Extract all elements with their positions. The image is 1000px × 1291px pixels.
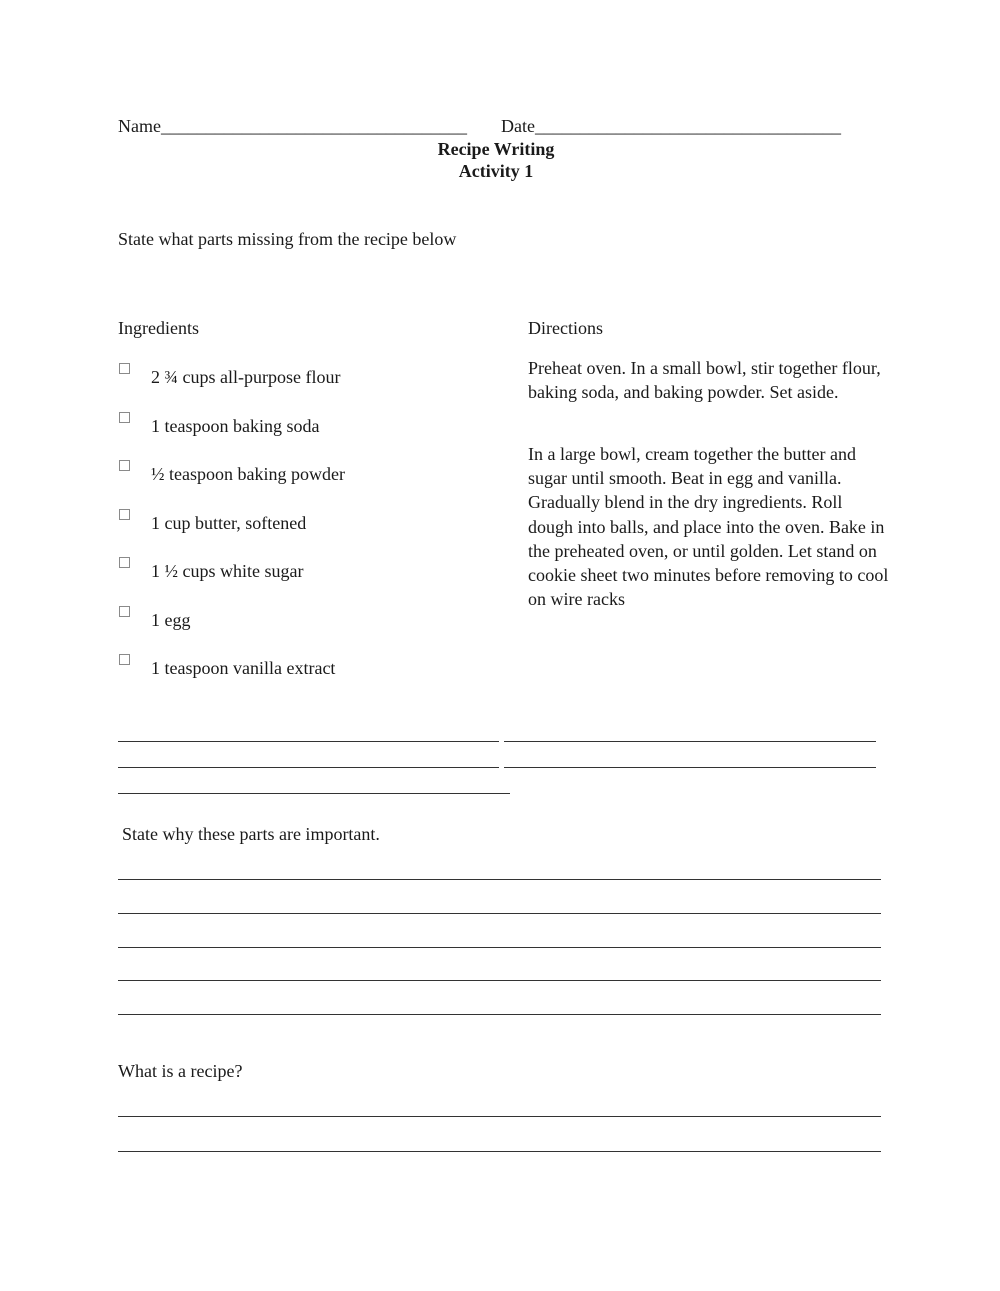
ingredient-item: 1 teaspoon vanilla extract	[151, 658, 336, 678]
question-1-prompt: State what parts missing from the recipe below	[118, 229, 457, 249]
answer-line[interactable]	[118, 772, 510, 794]
answer-line[interactable]	[118, 1130, 881, 1152]
checkbox-icon[interactable]	[119, 363, 130, 374]
ingredient-item: 1 egg	[151, 610, 191, 630]
checkbox-icon[interactable]	[119, 654, 130, 665]
date-blank[interactable]: __________________________________	[534, 116, 841, 136]
question-3-prompt: What is a recipe?	[118, 1061, 243, 1081]
page-subtitle: Activity 1	[458, 161, 534, 181]
answer-line[interactable]	[118, 959, 881, 981]
checkbox-icon[interactable]	[119, 606, 130, 617]
date-label: Date	[501, 116, 535, 136]
page-title: Recipe Writing	[437, 139, 555, 159]
directions-step-2: In a large bowl, cream together the butter and sugar until smooth. Beat in egg and vanilla. Gradually blend in the dry ingredients. Roll dough into balls, and place into the oven. Bake in the preheated oven, or until golden. Let stand on cookie sheet two minutes before removing to cool on wire racks	[528, 444, 889, 610]
ingredient-item: 1 teaspoon baking soda	[151, 416, 320, 436]
ingredient-item: ½ teaspoon baking powder	[151, 464, 345, 484]
answer-line[interactable]	[118, 926, 881, 948]
ingredient-item: 2 ¾ cups all-purpose flour	[151, 367, 341, 387]
name-field[interactable]	[118, 116, 467, 137]
checkbox-icon[interactable]	[119, 460, 130, 471]
checkbox-icon[interactable]	[119, 509, 130, 520]
answer-line[interactable]	[118, 746, 499, 768]
answer-line[interactable]	[118, 720, 499, 742]
answer-line[interactable]	[118, 858, 881, 880]
answer-line[interactable]	[118, 1095, 881, 1117]
ingredient-item: 1 ½ cups white sugar	[151, 561, 304, 581]
directions-heading: Directions	[528, 318, 603, 338]
answer-line[interactable]	[118, 993, 881, 1015]
directions-step-1: Preheat oven. In a small bowl, stir together flour, baking soda, and baking powder. Set aside.	[528, 358, 881, 403]
checkbox-icon[interactable]	[119, 412, 130, 423]
checkbox-icon[interactable]	[119, 557, 130, 568]
answer-line[interactable]	[504, 746, 876, 768]
date-field[interactable]	[501, 116, 841, 137]
ingredients-heading: Ingredients	[118, 318, 199, 338]
answer-line[interactable]	[118, 892, 881, 914]
name-blank[interactable]: __________________________________	[160, 116, 467, 136]
question-2-prompt: State why these parts are important.	[122, 824, 380, 844]
answer-line[interactable]	[504, 720, 876, 742]
ingredient-item: 1 cup butter, softened	[151, 513, 307, 533]
name-label: Name	[118, 116, 161, 136]
